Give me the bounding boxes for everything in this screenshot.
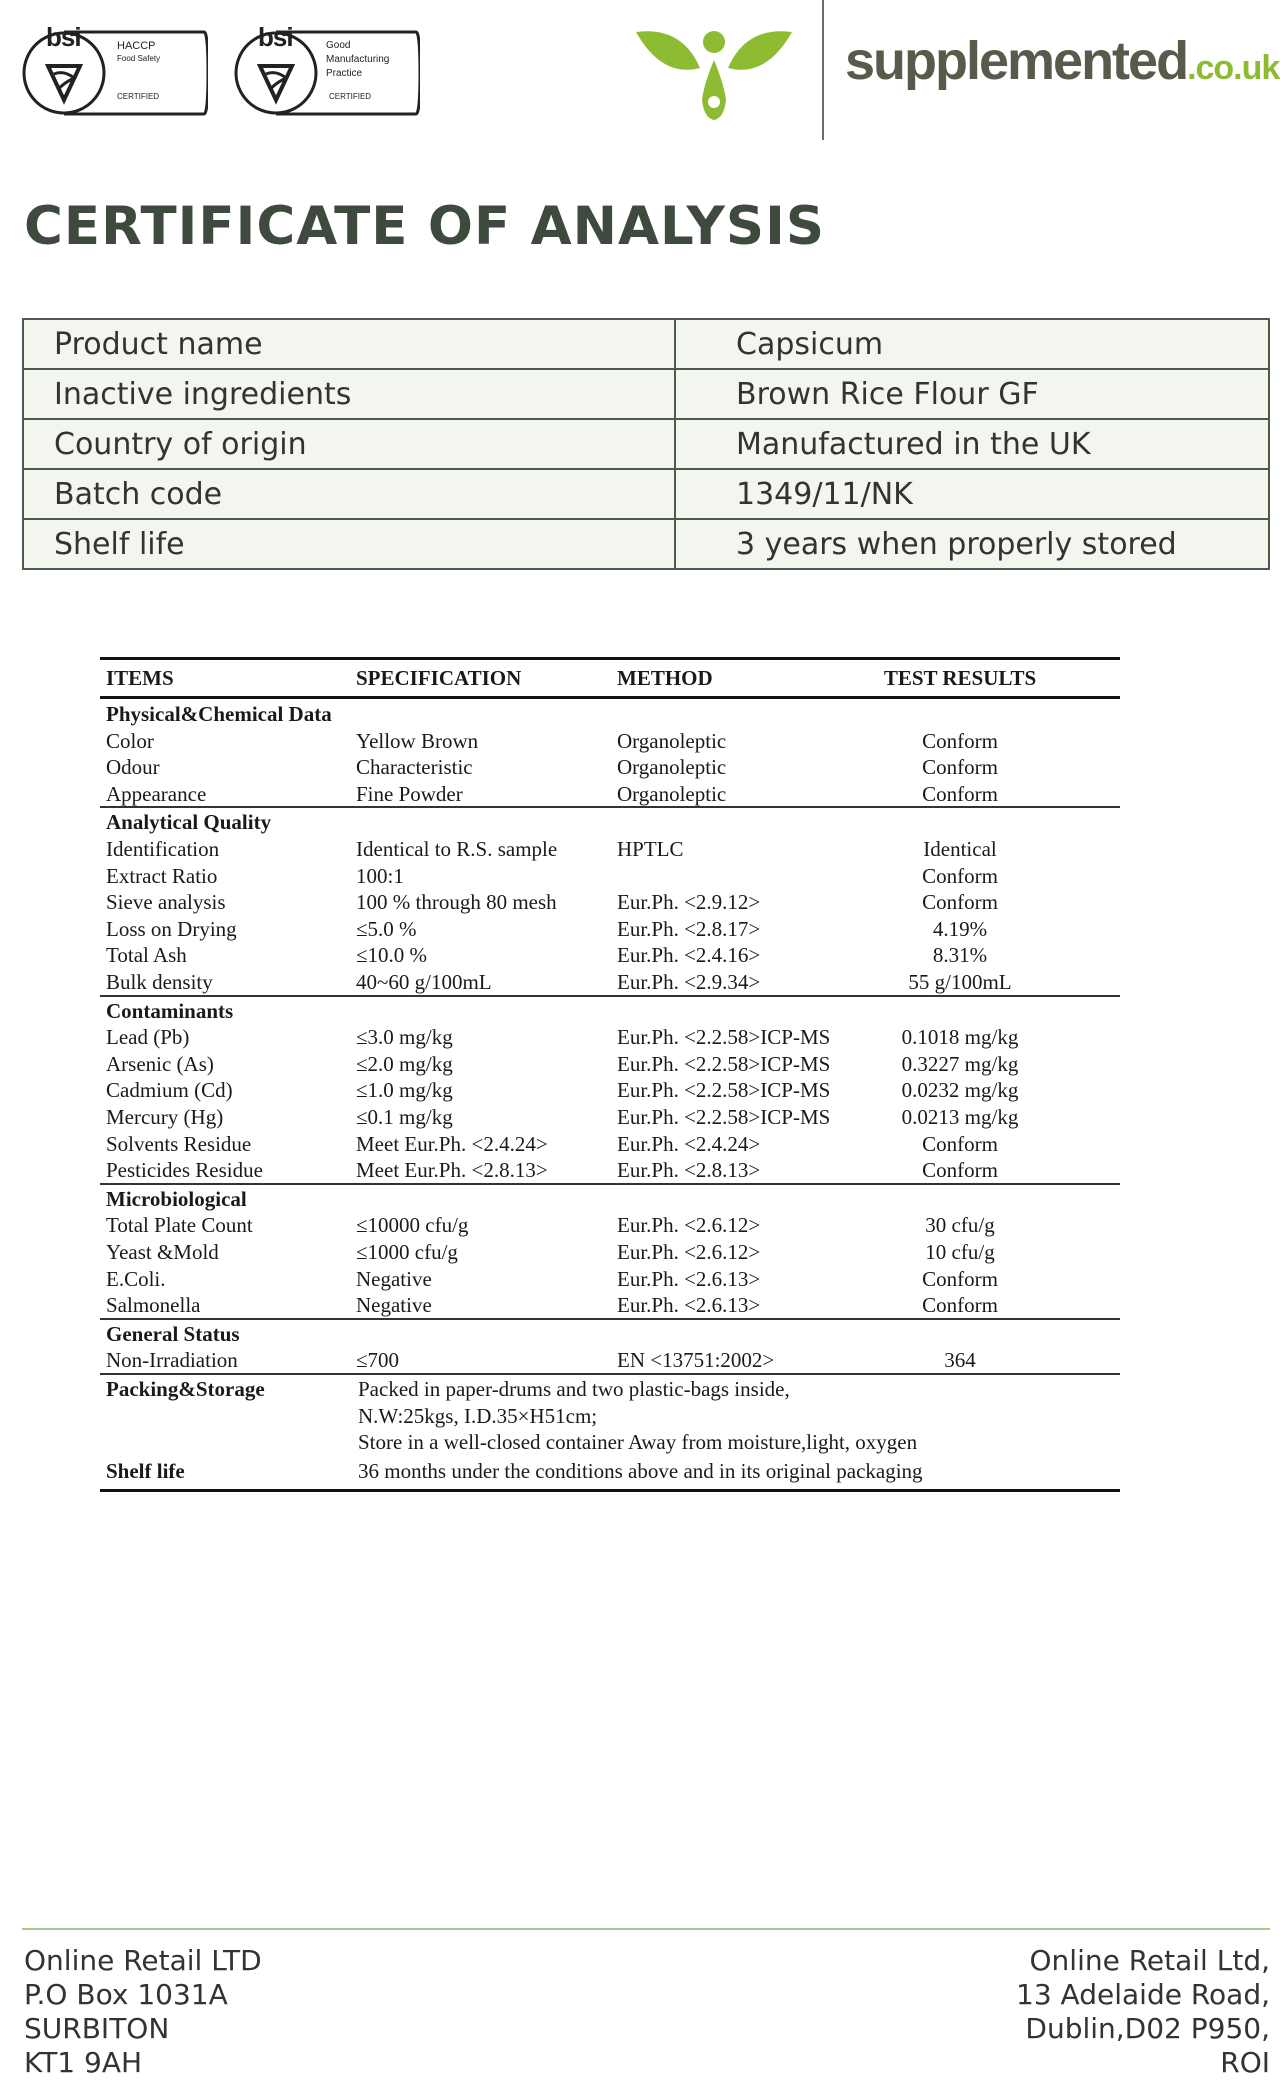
section-title-text: Analytical Quality — [106, 810, 272, 835]
method-cell: HPTLC — [617, 837, 684, 861]
table-row — [100, 890, 1120, 920]
method-cell: Eur.Ph. <2.9.34> — [617, 970, 761, 994]
item-cell: Total Plate Count — [106, 1213, 253, 1238]
table-row — [100, 755, 1120, 785]
item-cell: Total Ash — [106, 943, 187, 968]
info-value: 3 years when properly stored — [675, 519, 1269, 569]
result-cell: Conform — [922, 728, 998, 753]
header-method: METHOD — [617, 666, 713, 690]
item-cell: Bulk density — [106, 970, 213, 994]
table-row — [100, 864, 1120, 894]
specification-cell: 100:1 — [356, 863, 404, 888]
result-cell: 0.1018 mg/kg — [901, 1025, 1019, 1050]
address-line: Dublin,D02 P950, — [1025, 2012, 1270, 2045]
item-cell: Salmonella — [106, 1293, 201, 1318]
result-cell: 364 — [944, 1348, 976, 1373]
method-cell: Organoleptic — [617, 755, 727, 780]
info-value: 1349/11/NK — [675, 469, 1269, 519]
item-cell: Mercury (Hg) — [106, 1105, 224, 1129]
specification-cell: ≤2.0 mg/kg — [356, 1051, 453, 1076]
analysis-table — [100, 630, 1120, 1735]
specification-cell: ≤1.0 mg/kg — [356, 1078, 453, 1103]
shelf-life-text: 36 months under the conditions above and in its original packaging — [358, 1458, 923, 1483]
table-row — [100, 1267, 1120, 1297]
header-specification: SPECIFICATION — [356, 666, 522, 690]
badge-line-1: Good — [326, 40, 351, 51]
info-row — [23, 319, 1269, 369]
section-title — [100, 1322, 1120, 1352]
address-line: ROI — [1220, 2046, 1270, 2079]
specification-cell: Characteristic — [356, 755, 473, 780]
table-row — [100, 1132, 1120, 1162]
address-line: P.O Box 1031A — [24, 1978, 228, 2011]
section-title — [100, 810, 1120, 840]
result-cell: Conform — [922, 755, 998, 780]
item-cell: Odour — [106, 755, 160, 780]
specification-cell: ≤0.1 mg/kg — [356, 1105, 453, 1129]
specification-cell: Meet Eur.Ph. <2.8.13> — [356, 1158, 548, 1183]
info-value: Brown Rice Flour GF — [675, 369, 1269, 419]
address-line: KT1 9AH — [24, 2046, 143, 2079]
specification-cell: Yellow Brown — [356, 728, 479, 753]
page-header — [0, 0, 1280, 140]
address-line: 13 Adelaide Road, — [1016, 1978, 1270, 2011]
method-cell: Eur.Ph. <2.4.16> — [617, 943, 761, 968]
item-cell: Arsenic (As) — [106, 1051, 214, 1076]
item-cell: Appearance — [106, 781, 207, 806]
section-title-text: General Status — [106, 1321, 240, 1346]
info-row — [23, 419, 1269, 469]
packing-label: Packing&Storage — [106, 1377, 265, 1401]
result-cell: 0.3227 mg/kg — [901, 1051, 1019, 1076]
info-value: Capsicum — [675, 319, 1269, 369]
method-cell: Eur.Ph. <2.4.24> — [617, 1131, 761, 1156]
section-title-text: Contaminants — [106, 998, 234, 1023]
section-rule — [100, 1373, 1120, 1375]
section-title — [100, 702, 1120, 732]
brand-tld: .co.uk — [1187, 49, 1280, 87]
haccp-certification-badge — [22, 22, 208, 116]
table-row — [100, 1078, 1120, 1108]
result-cell: Conform — [922, 1131, 998, 1156]
header-items: ITEMS — [106, 666, 174, 690]
method-cell: Organoleptic — [617, 728, 727, 753]
result-cell: 30 cfu/g — [925, 1213, 995, 1238]
item-cell: Solvents Residue — [106, 1131, 252, 1156]
section-rule — [100, 1183, 1120, 1185]
address-line: SURBITON — [24, 2012, 170, 2045]
method-cell: Eur.Ph. <2.2.58>ICP-MS — [617, 1078, 831, 1103]
table-row — [100, 729, 1120, 759]
address-line: Online Retail LTD — [24, 1944, 262, 1977]
info-label: Country of origin — [23, 419, 675, 469]
footer-divider — [22, 1928, 1270, 1930]
item-cell: Identification — [106, 837, 220, 861]
result-cell: Conform — [922, 890, 998, 915]
item-cell: E.Coli. — [106, 1266, 166, 1291]
item-cell: Color — [106, 728, 154, 753]
page-title: CERTIFICATE OF ANALYSIS — [24, 196, 825, 257]
info-label: Product name — [23, 319, 675, 369]
specification-cell: Negative — [356, 1293, 432, 1318]
method-cell: Eur.Ph. <2.6.13> — [617, 1266, 761, 1291]
table-row — [100, 1240, 1120, 1270]
section-title — [100, 999, 1120, 1029]
ireland-address — [1016, 1944, 1270, 2080]
leaf-drop-icon — [632, 22, 796, 122]
table-row — [100, 837, 1120, 867]
result-cell: 0.0232 mg/kg — [901, 1078, 1019, 1103]
method-cell: EN <13751:2002> — [617, 1348, 775, 1373]
method-cell: Eur.Ph. <2.8.13> — [617, 1158, 761, 1183]
specification-cell: ≤10000 cfu/g — [356, 1213, 469, 1238]
badge-line-2: Manufacturing — [326, 54, 390, 65]
logo-divider — [822, 0, 824, 140]
method-cell: Eur.Ph. <2.2.58>ICP-MS — [617, 1025, 831, 1050]
info-label: Batch code — [23, 469, 675, 519]
method-cell: Eur.Ph. <2.6.13> — [617, 1293, 761, 1318]
result-cell: 55 g/100mL — [908, 970, 1012, 994]
method-cell: Eur.Ph. <2.9.12> — [617, 890, 761, 915]
specification-cell: 100 % through 80 mesh — [356, 890, 557, 915]
table-row — [100, 1213, 1120, 1243]
badge-certified: CERTIFIED — [329, 92, 372, 101]
section-rule — [100, 1318, 1120, 1320]
item-cell: Extract Ratio — [106, 863, 218, 888]
table-bottom-rule — [100, 1489, 1120, 1492]
specification-cell: Negative — [356, 1266, 432, 1291]
info-label: Inactive ingredients — [23, 369, 675, 419]
uk-address — [24, 1944, 262, 2080]
specification-cell: Meet Eur.Ph. <2.4.24> — [356, 1131, 548, 1156]
method-cell: Eur.Ph. <2.2.58>ICP-MS — [617, 1051, 831, 1076]
specification-cell: ≤1000 cfu/g — [356, 1240, 458, 1264]
result-cell: Conform — [922, 781, 998, 806]
badge-line-1: HACCP — [117, 40, 156, 52]
method-cell: Organoleptic — [617, 781, 727, 806]
section-rule — [100, 806, 1120, 808]
specification-cell: ≤10.0 % — [356, 943, 428, 968]
section-title — [100, 1187, 1120, 1217]
product-info-table — [22, 318, 1270, 570]
method-cell: Eur.Ph. <2.6.12> — [617, 1213, 761, 1238]
info-row — [23, 519, 1269, 569]
brand-logo — [845, 30, 1279, 92]
packing-text: Store in a well-closed container Away from moisture,light, oxygen — [358, 1430, 918, 1455]
section-title-text: Microbiological — [106, 1186, 247, 1211]
table-row — [100, 1105, 1120, 1135]
result-cell: Conform — [922, 863, 998, 888]
item-cell: Sieve analysis — [106, 890, 226, 915]
item-cell: Lead (Pb) — [106, 1025, 190, 1050]
shelf-life-label: Shelf life — [106, 1458, 185, 1483]
specification-cell: ≤3.0 mg/kg — [356, 1025, 453, 1050]
table-row — [100, 1025, 1120, 1055]
badge-line-2: Food Safety — [117, 54, 161, 63]
info-row — [23, 369, 1269, 419]
item-cell: Cadmium (Cd) — [106, 1078, 233, 1103]
table-row — [100, 1052, 1120, 1082]
header-test-results: TEST RESULTS — [883, 666, 1037, 690]
info-label: Shelf life — [23, 519, 675, 569]
method-cell: Eur.Ph. <2.6.12> — [617, 1240, 761, 1264]
packing-text: N.W:25kgs, I.D.35×H51cm; — [358, 1403, 598, 1428]
item-cell: Non-Irradiation — [106, 1348, 238, 1373]
specification-cell: Fine Powder — [356, 781, 463, 806]
method-cell: Eur.Ph. <2.8.17> — [617, 916, 761, 941]
info-value: Manufactured in the UK — [675, 419, 1269, 469]
specification-cell: Identical to R.S. sample — [356, 837, 558, 861]
result-cell: Identical — [923, 837, 997, 861]
result-cell: Conform — [922, 1266, 998, 1291]
table-top-rule — [100, 657, 1120, 660]
method-cell: Eur.Ph. <2.2.58>ICP-MS — [617, 1105, 831, 1129]
address-line: Online Retail Ltd, — [1029, 1944, 1270, 1977]
bsi-mark: bsi — [258, 22, 293, 52]
result-cell: 8.31% — [932, 943, 988, 968]
analysis-header-row — [100, 666, 1120, 696]
result-cell: 10 cfu/g — [925, 1240, 995, 1264]
badge-certified: CERTIFIED — [117, 92, 160, 101]
brand-name: supplemented — [845, 31, 1188, 91]
section-rule — [100, 995, 1120, 997]
specification-cell: 40~60 g/100mL — [356, 970, 492, 994]
item-cell: Pesticides Residue — [106, 1158, 263, 1183]
packing-text: Packed in paper-drums and two plastic-bags inside, — [358, 1377, 790, 1401]
specification-cell: ≤700 — [356, 1348, 400, 1373]
specification-cell: ≤5.0 % — [356, 916, 417, 941]
section-title-text: Physical&Chemical Data — [106, 702, 332, 726]
result-cell: 0.0213 mg/kg — [901, 1105, 1019, 1129]
bsi-mark: bsi — [46, 22, 81, 52]
table-row — [100, 917, 1120, 947]
item-cell: Yeast &Mold — [106, 1240, 219, 1264]
badge-line-3: Practice — [326, 68, 363, 79]
table-row — [100, 943, 1120, 973]
result-cell: 4.19% — [932, 916, 988, 941]
result-cell: Conform — [922, 1158, 998, 1183]
result-cell: Conform — [922, 1293, 998, 1318]
item-cell: Loss on Drying — [106, 916, 237, 941]
header-rule — [100, 696, 1120, 699]
info-row — [23, 469, 1269, 519]
gmp-certification-badge — [234, 22, 420, 116]
